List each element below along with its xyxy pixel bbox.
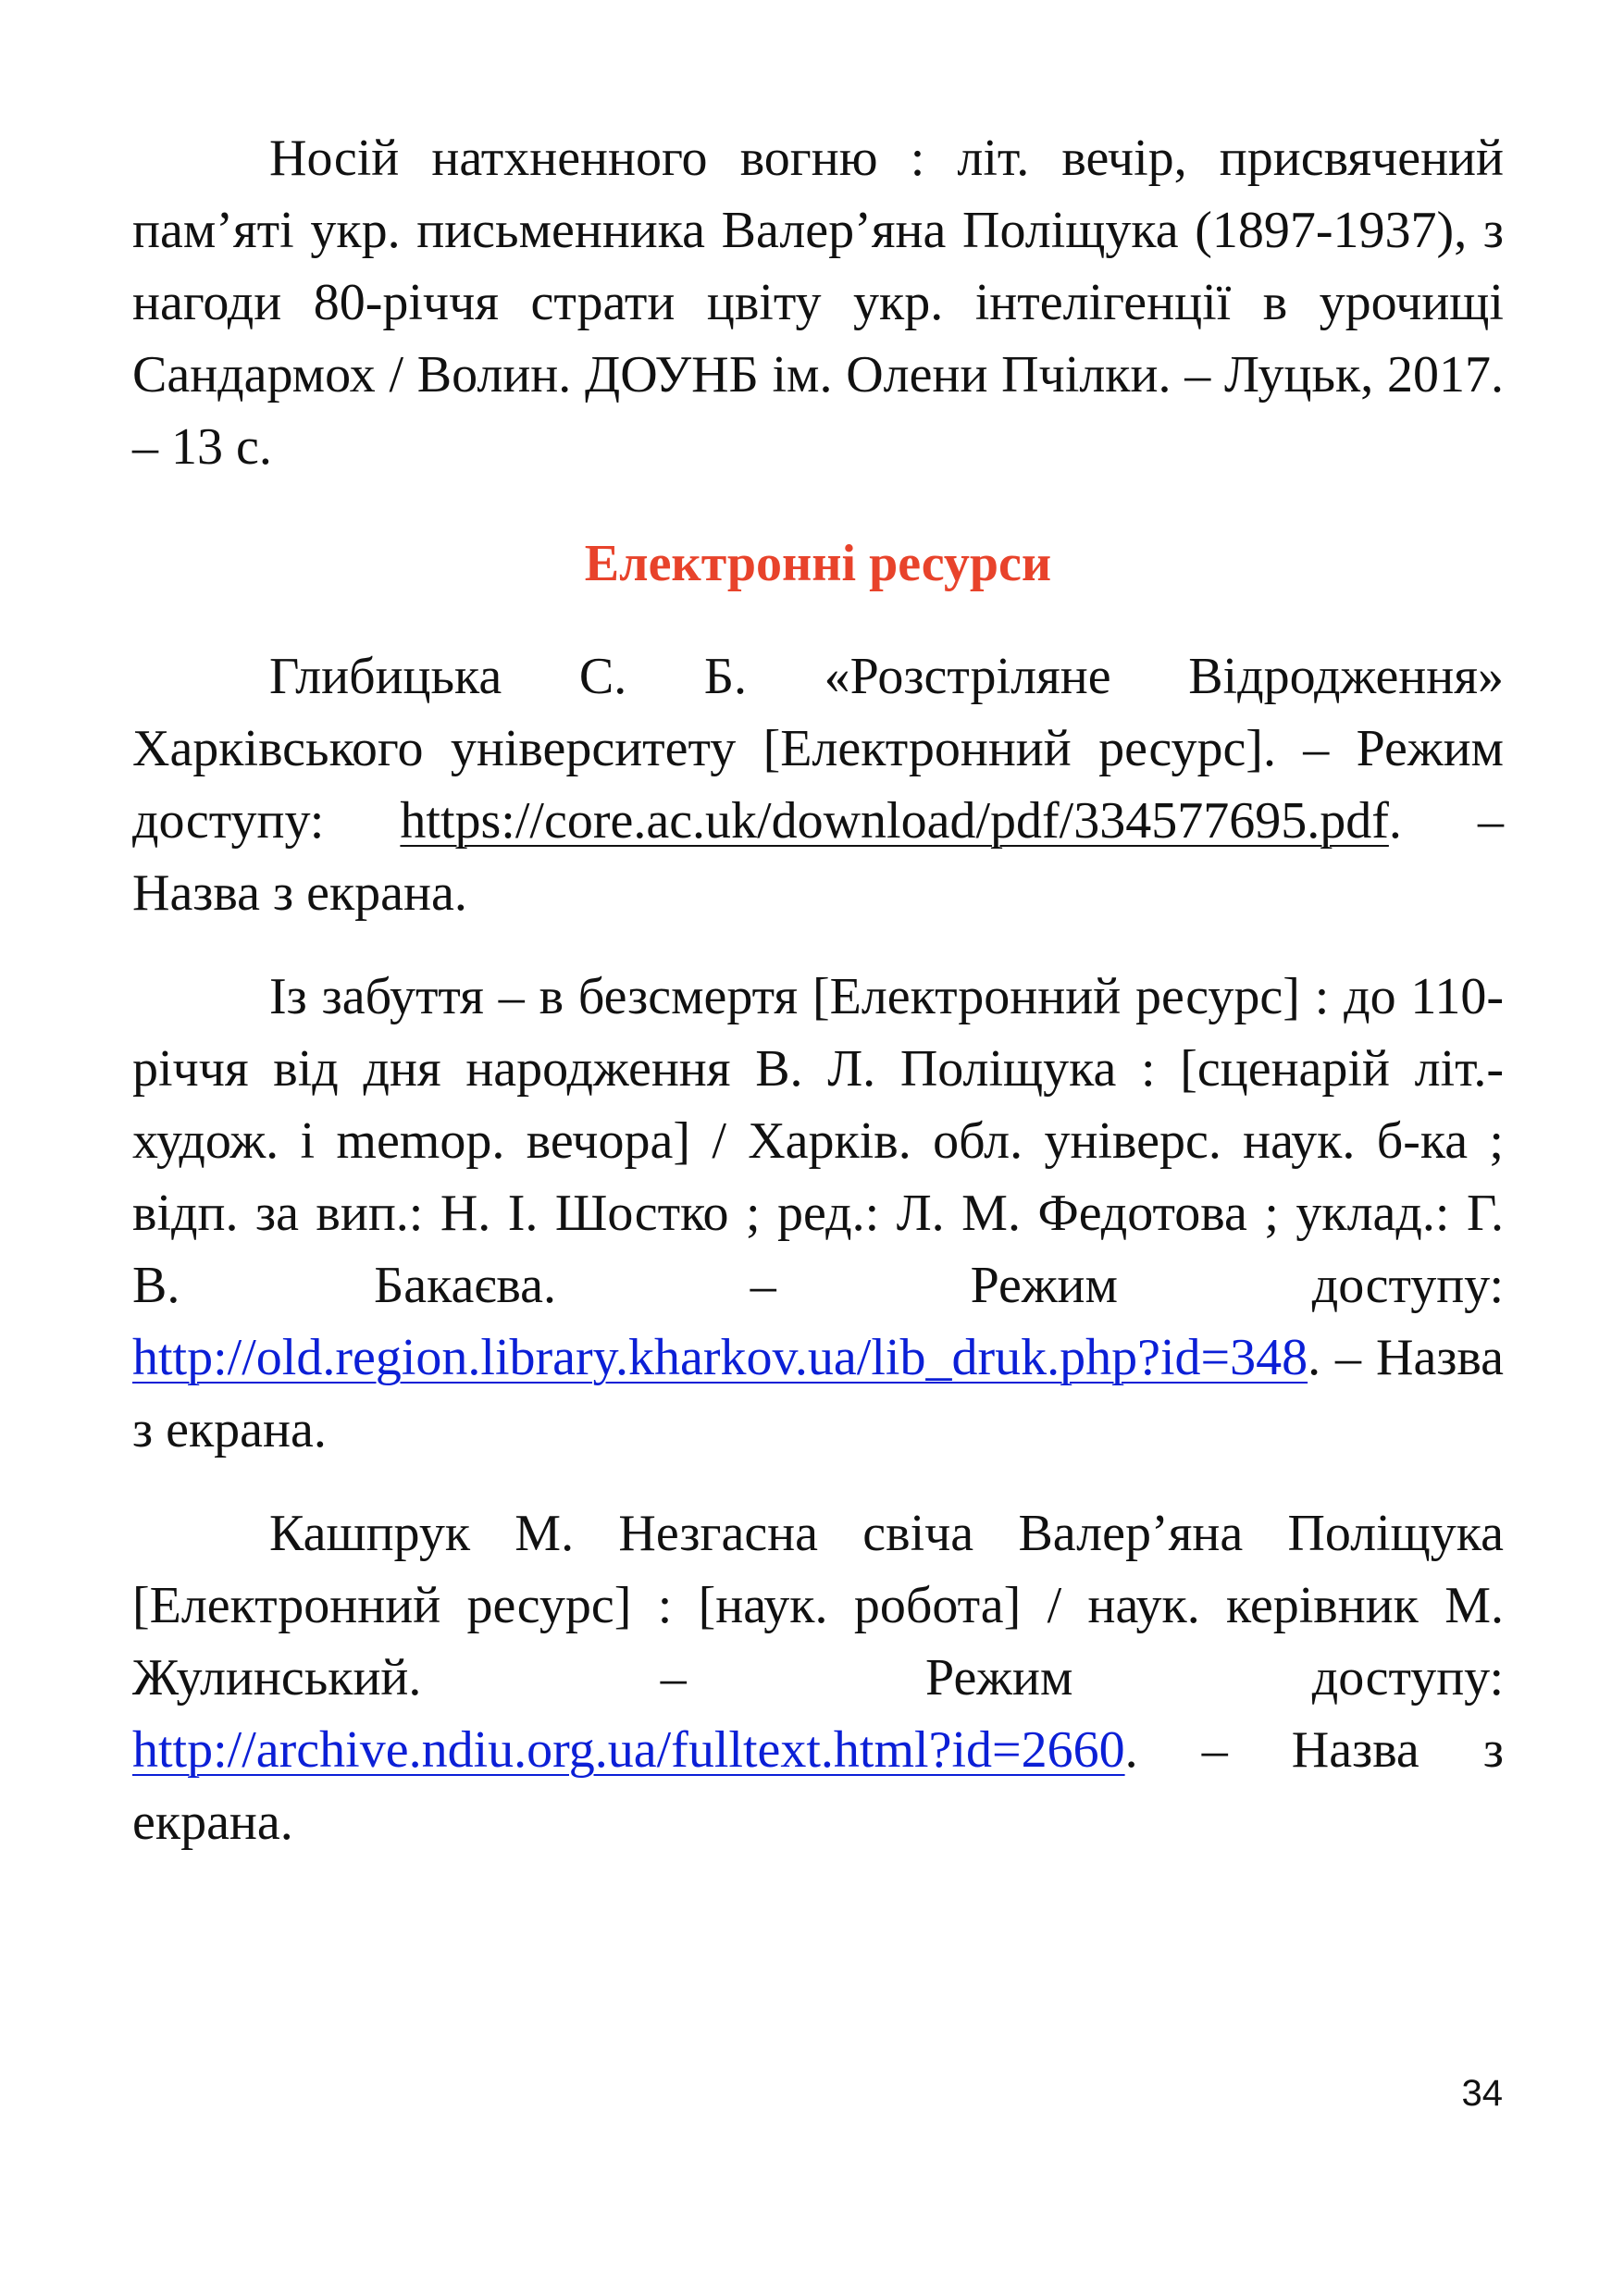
page-number: 34 (1461, 2073, 1503, 2114)
entry-3-text: Із забуття – в безсмертя [Електронний ресурс] : до 110-річчя від дня народження В. Л. Поліщука : [сценарій літ.-худож. і memор. вечора] / Харків. обл. універс. наук. б-ка ; відп. за вип.: Н. І. Шостко ; ред.: Л. М. Федотова ; уклад.: Г. В. Бакаєва. – Режим доступу: (132, 968, 1504, 1314)
page-content (132, 122, 1504, 1858)
bibliography-entry-1: Носій натхненного вогню : літ. вечір, присвячений пам’яті укр. письменника Валер’яна Поліщука (1897-1937), з нагоди 80-річчя страти цвіту укр. інтелігенції в урочищі Сандармох / Волин. ДОУНБ ім. Олени Пчілки. – Луцьк, 2017. – 13 с. (132, 130, 1504, 476)
section-heading-electronic-resources: Електронні ресурси (584, 535, 1052, 592)
entry-4-tail: . – Назва з екрана. (132, 1721, 1504, 1851)
bibliography-entry-4 (132, 1497, 1504, 1858)
entry-3-link[interactable]: http://old.region.library.kharkov.ua/lib_druk.php?id=348 (132, 1329, 1308, 1386)
entry-2-text: Глибицька С. Б. «Розстріляне Відродження» Харківського університету [Електронний ресурс]. – Режим доступу: (132, 648, 1504, 850)
bibliography-entry-3 (132, 961, 1504, 1466)
bibliography-entry-2 (132, 640, 1504, 929)
entry-4-text: Кашпрук М. Незгасна свіча Валер’яна Поліщука [Електронний ресурс] : [наук. робота] / наук. керівник М. Жулинський. – Режим доступу: (132, 1505, 1504, 1706)
entry-2-link[interactable]: https://core.ac.uk/download/pdf/334577695.pdf (400, 792, 1389, 850)
entry-2-tail: . – Назва з екрана. (132, 792, 1504, 922)
entry-3-tail: . – Назва з екрана. (132, 1329, 1504, 1458)
entry-4-link[interactable]: http://archive.ndiu.org.ua/fulltext.html?id=2660 (132, 1721, 1125, 1779)
